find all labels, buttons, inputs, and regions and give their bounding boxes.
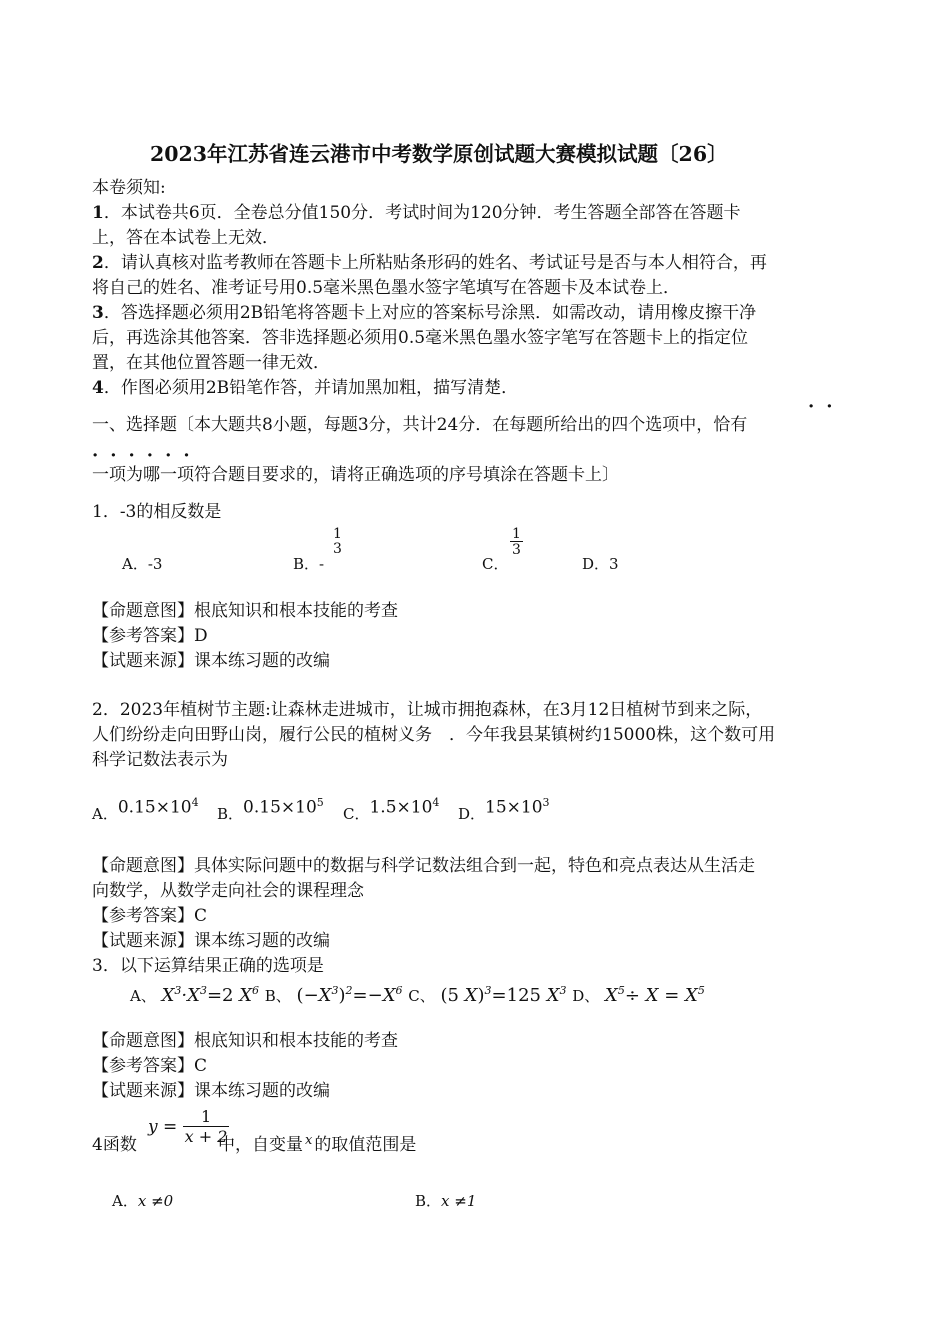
question-2-stem-cont: 人们纷纷走向田野山岗，履行公民的植树义务 ．今年我县某镇树约15000株，这个数可用 [92,725,776,745]
q3-option-c-math: (5 X)$^3$=125 $X^3$ [440,984,567,1006]
exponent: 4 [191,796,199,809]
q2-option-a [92,796,199,823]
option-math: x ≠0 [137,1192,174,1210]
notice-item-number: 1 [92,203,104,223]
fraction-numerator: 1 [512,526,521,542]
notice-item-number: 2 [92,253,104,273]
notice-item-1-cont: 上，答在本试卷上无效． [92,228,279,248]
fraction-denominator: 3 [333,541,342,557]
fraction-denominator: 3 [512,542,521,558]
option-math: x ≠1 [441,1192,477,1210]
stem-text: 中，自变量 [218,1135,303,1155]
q2-option-c [343,796,440,823]
emphasis-dots: ······ [92,445,202,466]
option-label: C． [343,804,370,823]
question-2-stem: 2．2023年植树节主题:让森林走进城市，让城市拥抱森林，在3月12日植树节到来之际， [92,700,763,720]
option-math: 0.15×10 [117,797,192,818]
stem-text: 的取值范围是 [314,1135,417,1155]
q1-answer: 【参考答案】D [92,626,208,646]
q1-option-b [293,553,324,574]
option-label: A． [112,1192,138,1210]
section-heading: 一、选择题〔本大题共8小题，每题3分，共计24分．在每题所给出的四个选项中，恰有 [92,415,748,435]
function-y: y = [148,1117,178,1137]
question-4-stem-suffix [218,1133,416,1159]
option-label: B．- [293,555,325,573]
notice-item-text: ．作图必须用2B铅笔作答，并请加黑加粗，描写清楚． [103,378,519,398]
notice-item-3-cont2: 置，在其他位置答题一律无效． [92,353,330,373]
q3-option-b-math: $(-X^3)^2=-X^6$ [296,984,403,1006]
question-1-stem: 1．-3的相反数是 [92,502,222,522]
q1-option-c-fraction [510,527,523,557]
option-math: 15×10 [485,797,543,818]
q1-source: 【试题来源】课本练习题的改编 [92,651,330,671]
q2-source: 【试题来源】课本练习题的改编 [92,931,330,951]
variable-x: x [305,1133,313,1148]
notice-item-4 [92,376,518,401]
page-title: 2023年江苏省连云港市中考数学原创试题大赛模拟试题〔26〕 [150,142,728,166]
option-label: D． [458,804,486,823]
notice-heading: 本卷须知: [92,178,166,198]
notice-item-1 [92,201,741,226]
fraction-numerator: 1 [200,1107,212,1126]
option-math: 0.15×10 [243,797,317,818]
q1-option-b-fraction [331,527,344,556]
q3-option-d-math: $X^5\div X = X^5$ [605,984,705,1006]
q1-option-d: D．3 [582,555,619,573]
option-label: A、 [130,987,156,1005]
question-3-stem: 3．以下运算结果正确的选项是 [92,956,324,976]
q3-intent: 【命题意图】根底知识和根本技能的考查 [92,1031,398,1051]
option-label: B． [415,1192,442,1210]
section-heading-cont: 一项为哪一项符合题目要求的，请将正确选项的序号填涂在答题卡上〕 [92,465,619,485]
notice-item-number: 4 [92,378,104,398]
q2-intent: 【命题意图】具体实际问题中的数据与科学记数法组合到一起，特色和亮点表达从生活走 [92,856,755,876]
exponent: 4 [432,796,440,809]
q3-source: 【试题来源】课本练习题的改编 [92,1081,330,1101]
q4-option-a [112,1190,173,1211]
q2-option-b [217,796,324,823]
question-4-stem-prefix: 4函数 [92,1135,137,1155]
exponent: 5 [316,796,324,809]
question-2-stem-cont2: 科学记数法表示为 [92,750,228,770]
option-label: A． [92,804,118,823]
notice-item-text: ．答选择题必须用2B铅笔将答题卡上对应的答案标号涂黑．如需改动，请用橡皮擦干净 [103,303,757,323]
q2-answer: 【参考答案】C [92,906,208,926]
option-label: C、 [408,987,435,1005]
option-label: B． [217,804,244,823]
q2-option-d [458,796,550,823]
emphasis-dots: ·· [808,396,845,417]
fraction-denominator: x + 2 [184,1127,228,1146]
option-math: 1.5×10 [369,797,433,818]
exponent: 3 [542,796,550,809]
notice-item-2 [92,251,767,276]
option-label: B、 [264,987,291,1005]
q1-intent: 【命题意图】根底知识和根本技能的考查 [92,601,398,621]
q1-option-a: A．-3 [122,555,163,573]
q4-option-b [415,1190,476,1211]
notice-item-2-cont: 将自己的姓名、准考证号用0.5毫米黑色墨水签字笔填写在答题卡及本试卷上． [92,278,681,298]
notice-item-3-cont: 后，再选涂其他答案．答非选择题必须用0.5毫米黑色墨水签字笔写在答题卡上的指定位 [92,328,749,348]
fraction-numerator: 1 [333,526,342,542]
q2-intent-cont: 向数学，从数学走向社会的课程理念 [92,881,364,901]
notice-item-number: 3 [92,303,104,323]
notice-item-3 [92,301,756,326]
notice-item-text: ．本试卷共6页．全卷总分值150分．考试时间为120分钟．考生答题全部答在答题卡 [103,203,741,223]
option-label: D、 [572,987,600,1005]
q1-option-c: C． [482,555,509,573]
q3-option-a-math: $X^3\cdot X^3=2$ $X^6$ [161,984,260,1006]
q3-options [130,984,705,1006]
q3-answer: 【参考答案】C [92,1056,208,1076]
notice-item-text: ．请认真核对监考教师在答题卡上所粘贴条形码的姓名、考试证号是否与本人相符合，再 [103,253,767,273]
